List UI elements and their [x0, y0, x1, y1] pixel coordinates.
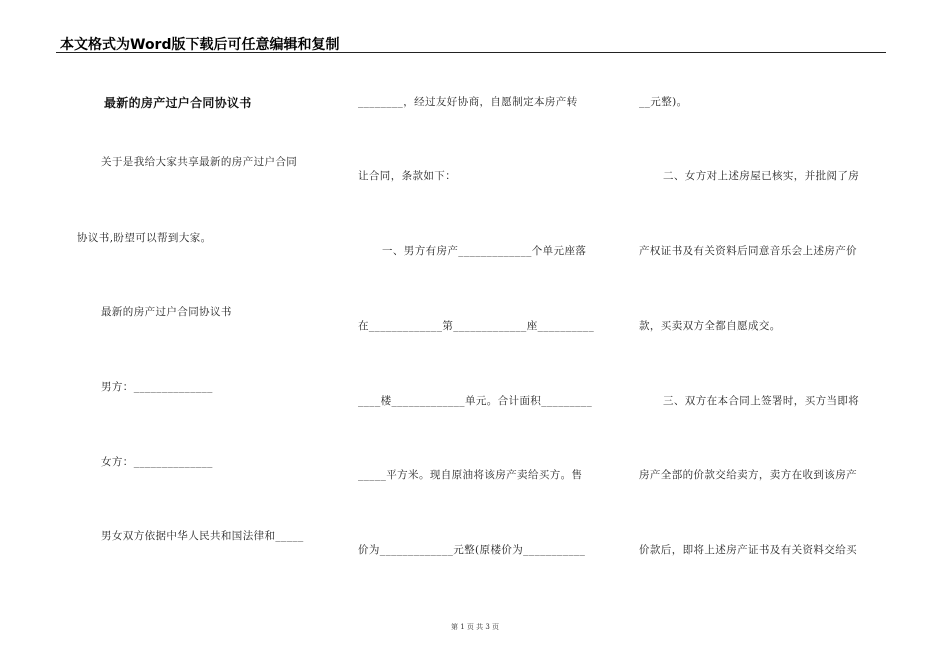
text-line: ____楼_____________单元。合计面积_________ — [358, 395, 593, 407]
text-line: 男女双方依据中华人民共和国法律和_____ — [101, 530, 304, 542]
male-party-line: 男方：______________ — [101, 381, 213, 393]
document-header: 本文格式为Word版下载后可任意编辑和复制 — [60, 37, 340, 53]
text-line: 价为_____________元整(原楼价为___________ — [358, 544, 586, 556]
text-line: __元整)。 — [639, 96, 688, 108]
female-party-line: 女方：______________ — [101, 456, 213, 468]
text-line: 产权证书及有关资料后同意音乐会上述房产价 — [639, 245, 857, 257]
document-title: 最新的房产过户合同协议书 — [104, 96, 252, 110]
text-line: 协议书,盼望可以帮到大家。 — [77, 232, 212, 244]
text-line: 最新的房产过户合同协议书 — [101, 306, 232, 318]
header-rule — [56, 52, 886, 53]
text-line: 让合同，条款如下： — [358, 170, 457, 182]
text-line: 价款后，即将上述房产证书及有关资料交给买 — [639, 544, 857, 556]
text-line: 在_____________第_____________座__________ — [358, 320, 595, 332]
text-line: 房产全部的价款交给卖方，卖方在收到该房产 — [639, 469, 857, 481]
text-line: 款，买卖双方全都自愿成交。 — [639, 320, 781, 332]
text-line: 关于是我给大家共享最新的房产过户合同 — [101, 156, 298, 168]
text-line: _____平方米。现自原油将该房产卖给买方。售 — [358, 469, 583, 481]
clause-two-line: 二、女方对上述房屋已核实，并批阅了房 — [663, 170, 860, 182]
page-number: 第 1 页 共 3 页 — [450, 623, 500, 631]
clause-three-line: 三、双方在本合同上签署时，买方当即将 — [663, 395, 860, 407]
text-line: ________，经过友好协商，自愿制定本房产转 — [358, 96, 578, 108]
clause-one-line: 一、男方有房产_____________个单元座落 — [382, 245, 587, 257]
